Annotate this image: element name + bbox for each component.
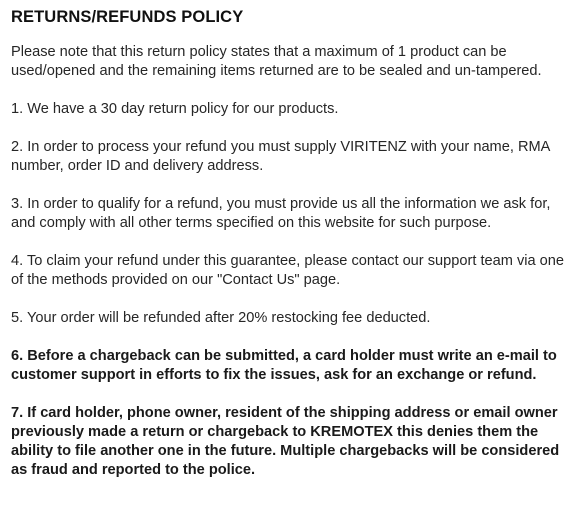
- policy-item-6: 6. Before a chargeback can be submitted, a card holder must write an e-mail to customer support in efforts to fix the issues, ask for an exchange or refund.: [11, 348, 557, 383]
- policy-item-4: 4. To claim your refund under this guarantee, please contact our support team via one of the methods provided on our "Contact Us" page.: [11, 253, 565, 288]
- policy-item-3: 3. In order to qualify for a refund, you must provide us all the information we ask for, and comply with all other terms specified on this website for such purpose.: [11, 196, 551, 231]
- policy-item-2: 2. In order to process your refund you must supply VIRITENZ with your name, RMA number, order ID and delivery address.: [11, 139, 550, 174]
- policy-item-1: 1. We have a 30 day return policy for our products.: [11, 101, 339, 117]
- policy-item-7: 7. If card holder, phone owner, resident of the shipping address or email owner previously made a return or chargeback to KREMOTEX this denies them the ability to file another one in the future. Multiple chargebacks will be considered as fraud and reported to the police.: [11, 405, 560, 478]
- policy-intro: Please note that this return policy states that a maximum of 1 product can be used/opened and the remaining items returned are to be sealed and un-tampered.: [11, 44, 542, 79]
- policy-item-5: 5. Your order will be refunded after 20% restocking fee deducted.: [11, 310, 431, 326]
- page-title: RETURNS/REFUNDS POLICY: [11, 8, 244, 26]
